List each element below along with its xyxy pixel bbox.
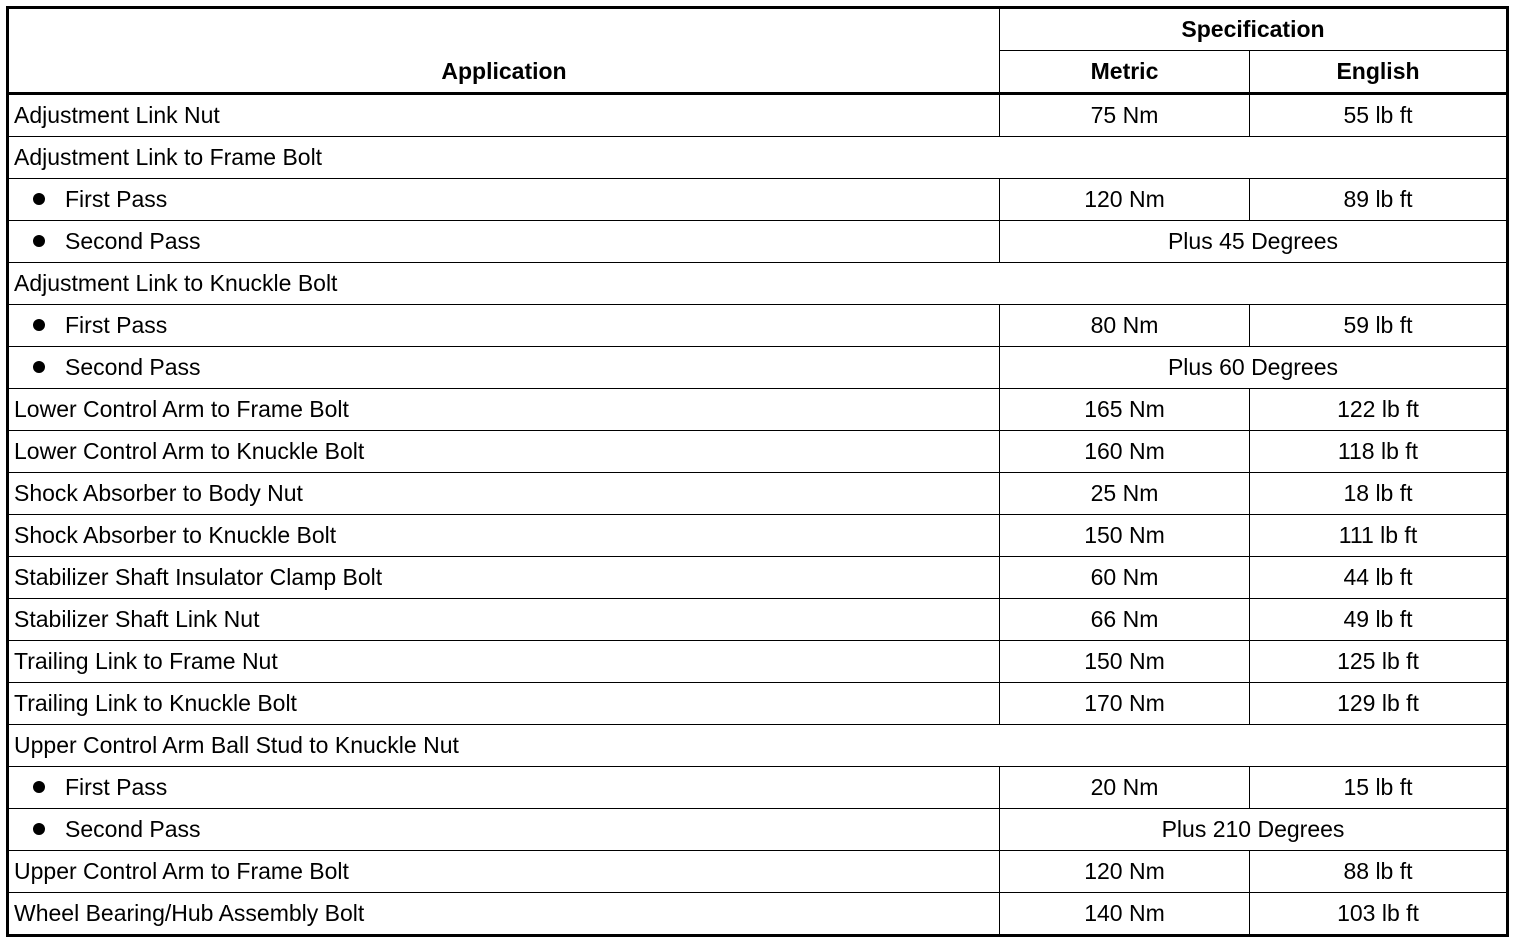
english-cell: 125 lb ft: [1250, 641, 1508, 683]
english-header: English: [1250, 51, 1508, 94]
table-row: [8, 389, 1508, 431]
bullet-icon: [33, 319, 45, 331]
table-row: [8, 851, 1508, 893]
group-heading-cell: Adjustment Link to Frame Bolt: [8, 137, 1508, 179]
metric-cell: 20 Nm: [1000, 767, 1250, 809]
sub-step-label: Second Pass: [65, 354, 201, 380]
table-row: [8, 809, 1508, 851]
table-row: [8, 641, 1508, 683]
application-cell: Shock Absorber to Body Nut: [8, 473, 1000, 515]
table-row: [8, 305, 1508, 347]
metric-cell: 165 Nm: [1000, 389, 1250, 431]
application-cell: Wheel Bearing/Hub Assembly Bolt: [8, 893, 1000, 936]
table-row: [8, 767, 1508, 809]
sub-step-label: Second Pass: [65, 228, 201, 254]
metric-cell: 120 Nm: [1000, 851, 1250, 893]
table-row: [8, 473, 1508, 515]
table-row: [8, 725, 1508, 767]
english-cell: 118 lb ft: [1250, 431, 1508, 473]
table-row: [8, 221, 1508, 263]
sub-step-cell: [8, 305, 1000, 347]
angle-spec-cell: Plus 45 Degrees: [1000, 221, 1508, 263]
english-cell: 59 lb ft: [1250, 305, 1508, 347]
table-row: [8, 683, 1508, 725]
group-heading-cell: Adjustment Link to Knuckle Bolt: [8, 263, 1508, 305]
table-row: [8, 515, 1508, 557]
bullet-icon: [33, 361, 45, 373]
table-row: [8, 557, 1508, 599]
table-row: [8, 94, 1508, 137]
torque-spec-table: [6, 6, 1509, 937]
angle-spec-cell: Plus 210 Degrees: [1000, 809, 1508, 851]
application-cell: Lower Control Arm to Frame Bolt: [8, 389, 1000, 431]
english-cell: 15 lb ft: [1250, 767, 1508, 809]
table-row: [8, 893, 1508, 936]
sub-step-cell: [8, 179, 1000, 221]
sub-step-label: Second Pass: [65, 816, 201, 842]
metric-cell: 66 Nm: [1000, 599, 1250, 641]
application-cell: Stabilizer Shaft Link Nut: [8, 599, 1000, 641]
metric-cell: 160 Nm: [1000, 431, 1250, 473]
english-cell: 49 lb ft: [1250, 599, 1508, 641]
english-cell: 111 lb ft: [1250, 515, 1508, 557]
table-row: [8, 347, 1508, 389]
metric-cell: 75 Nm: [1000, 94, 1250, 137]
sub-step-label: First Pass: [65, 312, 168, 338]
table-row: [8, 599, 1508, 641]
bullet-icon: [33, 235, 45, 247]
english-cell: 88 lb ft: [1250, 851, 1508, 893]
english-cell: 103 lb ft: [1250, 893, 1508, 936]
application-cell: Trailing Link to Frame Nut: [8, 641, 1000, 683]
metric-cell: 150 Nm: [1000, 515, 1250, 557]
application-cell: Upper Control Arm to Frame Bolt: [8, 851, 1000, 893]
sub-step-label: First Pass: [65, 186, 168, 212]
specification-header: Specification: [1000, 8, 1508, 51]
bullet-icon: [33, 823, 45, 835]
table-row: [8, 263, 1508, 305]
sub-step-cell: [8, 809, 1000, 851]
metric-cell: 120 Nm: [1000, 179, 1250, 221]
metric-cell: 60 Nm: [1000, 557, 1250, 599]
metric-cell: 170 Nm: [1000, 683, 1250, 725]
application-cell: Lower Control Arm to Knuckle Bolt: [8, 431, 1000, 473]
metric-cell: 140 Nm: [1000, 893, 1250, 936]
table-row: [8, 137, 1508, 179]
sub-step-cell: [8, 767, 1000, 809]
english-cell: 18 lb ft: [1250, 473, 1508, 515]
sub-step-cell: [8, 221, 1000, 263]
group-heading-cell: Upper Control Arm Ball Stud to Knuckle Nut: [8, 725, 1508, 767]
metric-cell: 150 Nm: [1000, 641, 1250, 683]
english-cell: 55 lb ft: [1250, 94, 1508, 137]
application-cell: Shock Absorber to Knuckle Bolt: [8, 515, 1000, 557]
sub-step-label: First Pass: [65, 774, 168, 800]
metric-cell: 25 Nm: [1000, 473, 1250, 515]
sub-step-cell: [8, 347, 1000, 389]
metric-header: Metric: [1000, 51, 1250, 94]
metric-cell: 80 Nm: [1000, 305, 1250, 347]
english-cell: 129 lb ft: [1250, 683, 1508, 725]
bullet-icon: [33, 781, 45, 793]
bullet-icon: [33, 193, 45, 205]
application-cell: Stabilizer Shaft Insulator Clamp Bolt: [8, 557, 1000, 599]
application-cell: Adjustment Link Nut: [8, 94, 1000, 137]
table-body: [8, 94, 1508, 936]
application-header: Application: [8, 8, 1000, 94]
application-cell: Trailing Link to Knuckle Bolt: [8, 683, 1000, 725]
header-row-top: [8, 8, 1508, 51]
table-row: [8, 431, 1508, 473]
english-cell: 89 lb ft: [1250, 179, 1508, 221]
angle-spec-cell: Plus 60 Degrees: [1000, 347, 1508, 389]
table-row: [8, 179, 1508, 221]
english-cell: 44 lb ft: [1250, 557, 1508, 599]
english-cell: 122 lb ft: [1250, 389, 1508, 431]
